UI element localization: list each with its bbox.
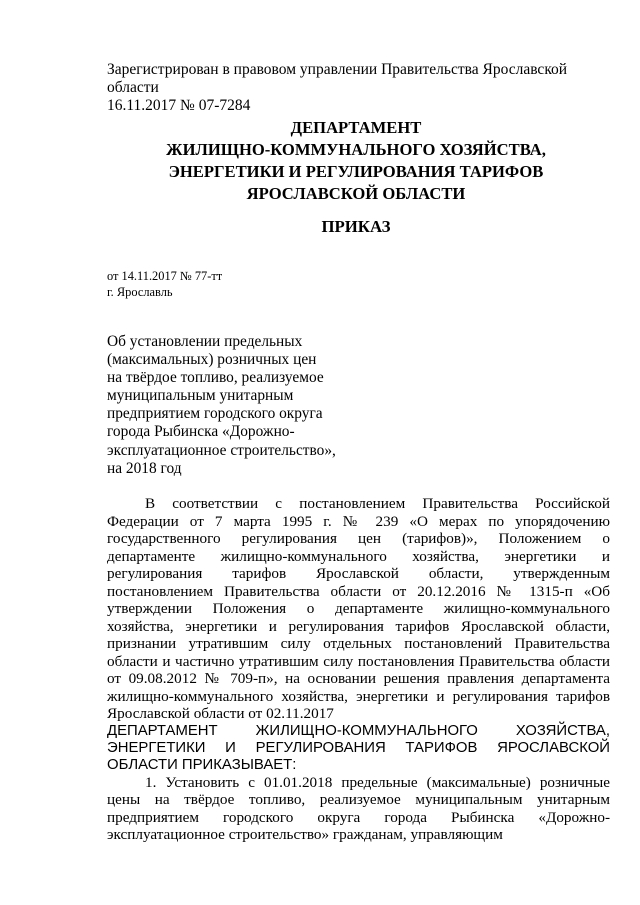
subject-line: (максимальных) розничных цен (107, 351, 317, 369)
order-meta (107, 268, 222, 300)
subject-line: на 2018 год (107, 459, 182, 477)
order-subject (107, 333, 367, 478)
subject-line: города Рыбинска «Дорожно- (107, 423, 295, 441)
department-line: ЭНЕРГЕТИКИ И РЕГУЛИРОВАНИЯ ТАРИФОВ (168, 162, 544, 181)
decree-paragraph: ДЕПАРТАМЕНТ ЖИЛИЩНО-КОММУНАЛЬНОГО ХОЗЯЙСТВА, ЭНЕРГЕТИКИ И РЕГУЛИРОВАНИЯ ТАРИФОВ ЯРОСЛАВСКОЙ ОБЛАСТИ ПРИКАЗЫВАЕТ: (107, 722, 610, 773)
department-line: ДЕПАРТАМЕНТ (290, 118, 422, 137)
registration-number: 16.11.2017 № 07-7284 (107, 97, 251, 114)
order-date-number: от 14.11.2017 № 77-тт (107, 269, 223, 283)
subject-line: на твёрдое топливо, реализуемое (107, 369, 324, 387)
department-line: ЯРОСЛАВСКОЙ ОБЛАСТИ (246, 184, 466, 203)
order-body (107, 495, 610, 844)
registration-line: Зарегистрирован в правовом управлении Правительства Ярославской области (107, 61, 568, 96)
order-title: ПРИКАЗ (321, 217, 391, 236)
preamble-paragraph: В соответствии с постановлением Правительства Российской Федерации от 7 марта 1995 г. № 239 «О мерах по упорядочению государственного регулирования цен (тарифов)», Положением о департаменте жилищно-коммунального хозяйства, энергетики и регулирования тарифов Ярославской области, утвержденным постановлением Правительства области от 20.12.2016 № 1315-п «Об утверждении Положения о департаменте жилищно-коммунального хозяйства, энергетики и регулирования тарифов Ярославской области, признании утратившим силу отдельных постановлений Правительства области и частично утратившим силу постановления Правительства области от 09.08.2012 № 709-п», на основании решения правления департамента жилищно-коммунального хозяйства, энергетики и регулирования тарифов Ярославской области от 02.11.2017 (107, 495, 610, 722)
subject-line: эксплуатационное строительство», (107, 441, 336, 459)
subject-line: Об установлении предельных (107, 333, 303, 350)
order-city: г. Ярославль (107, 285, 173, 299)
subject-line: муниципальным унитарным (107, 387, 294, 405)
subject-line: предприятием городского округа (107, 405, 323, 423)
department-heading (100, 117, 612, 205)
registration-stamp (107, 61, 607, 115)
department-line: ЖИЛИЩНО-КОММУНАЛЬНОГО ХОЗЯЙСТВА, (166, 140, 546, 159)
order-item-1: 1. Установить с 01.01.2018 предельные (максимальные) розничные цены на твёрдое топливо, реализуемое муниципальным унитарным предприятием городского округа города Рыбинска «Дорожно-эксплуатационное строительство» гражданам, управляющим (107, 773, 610, 843)
